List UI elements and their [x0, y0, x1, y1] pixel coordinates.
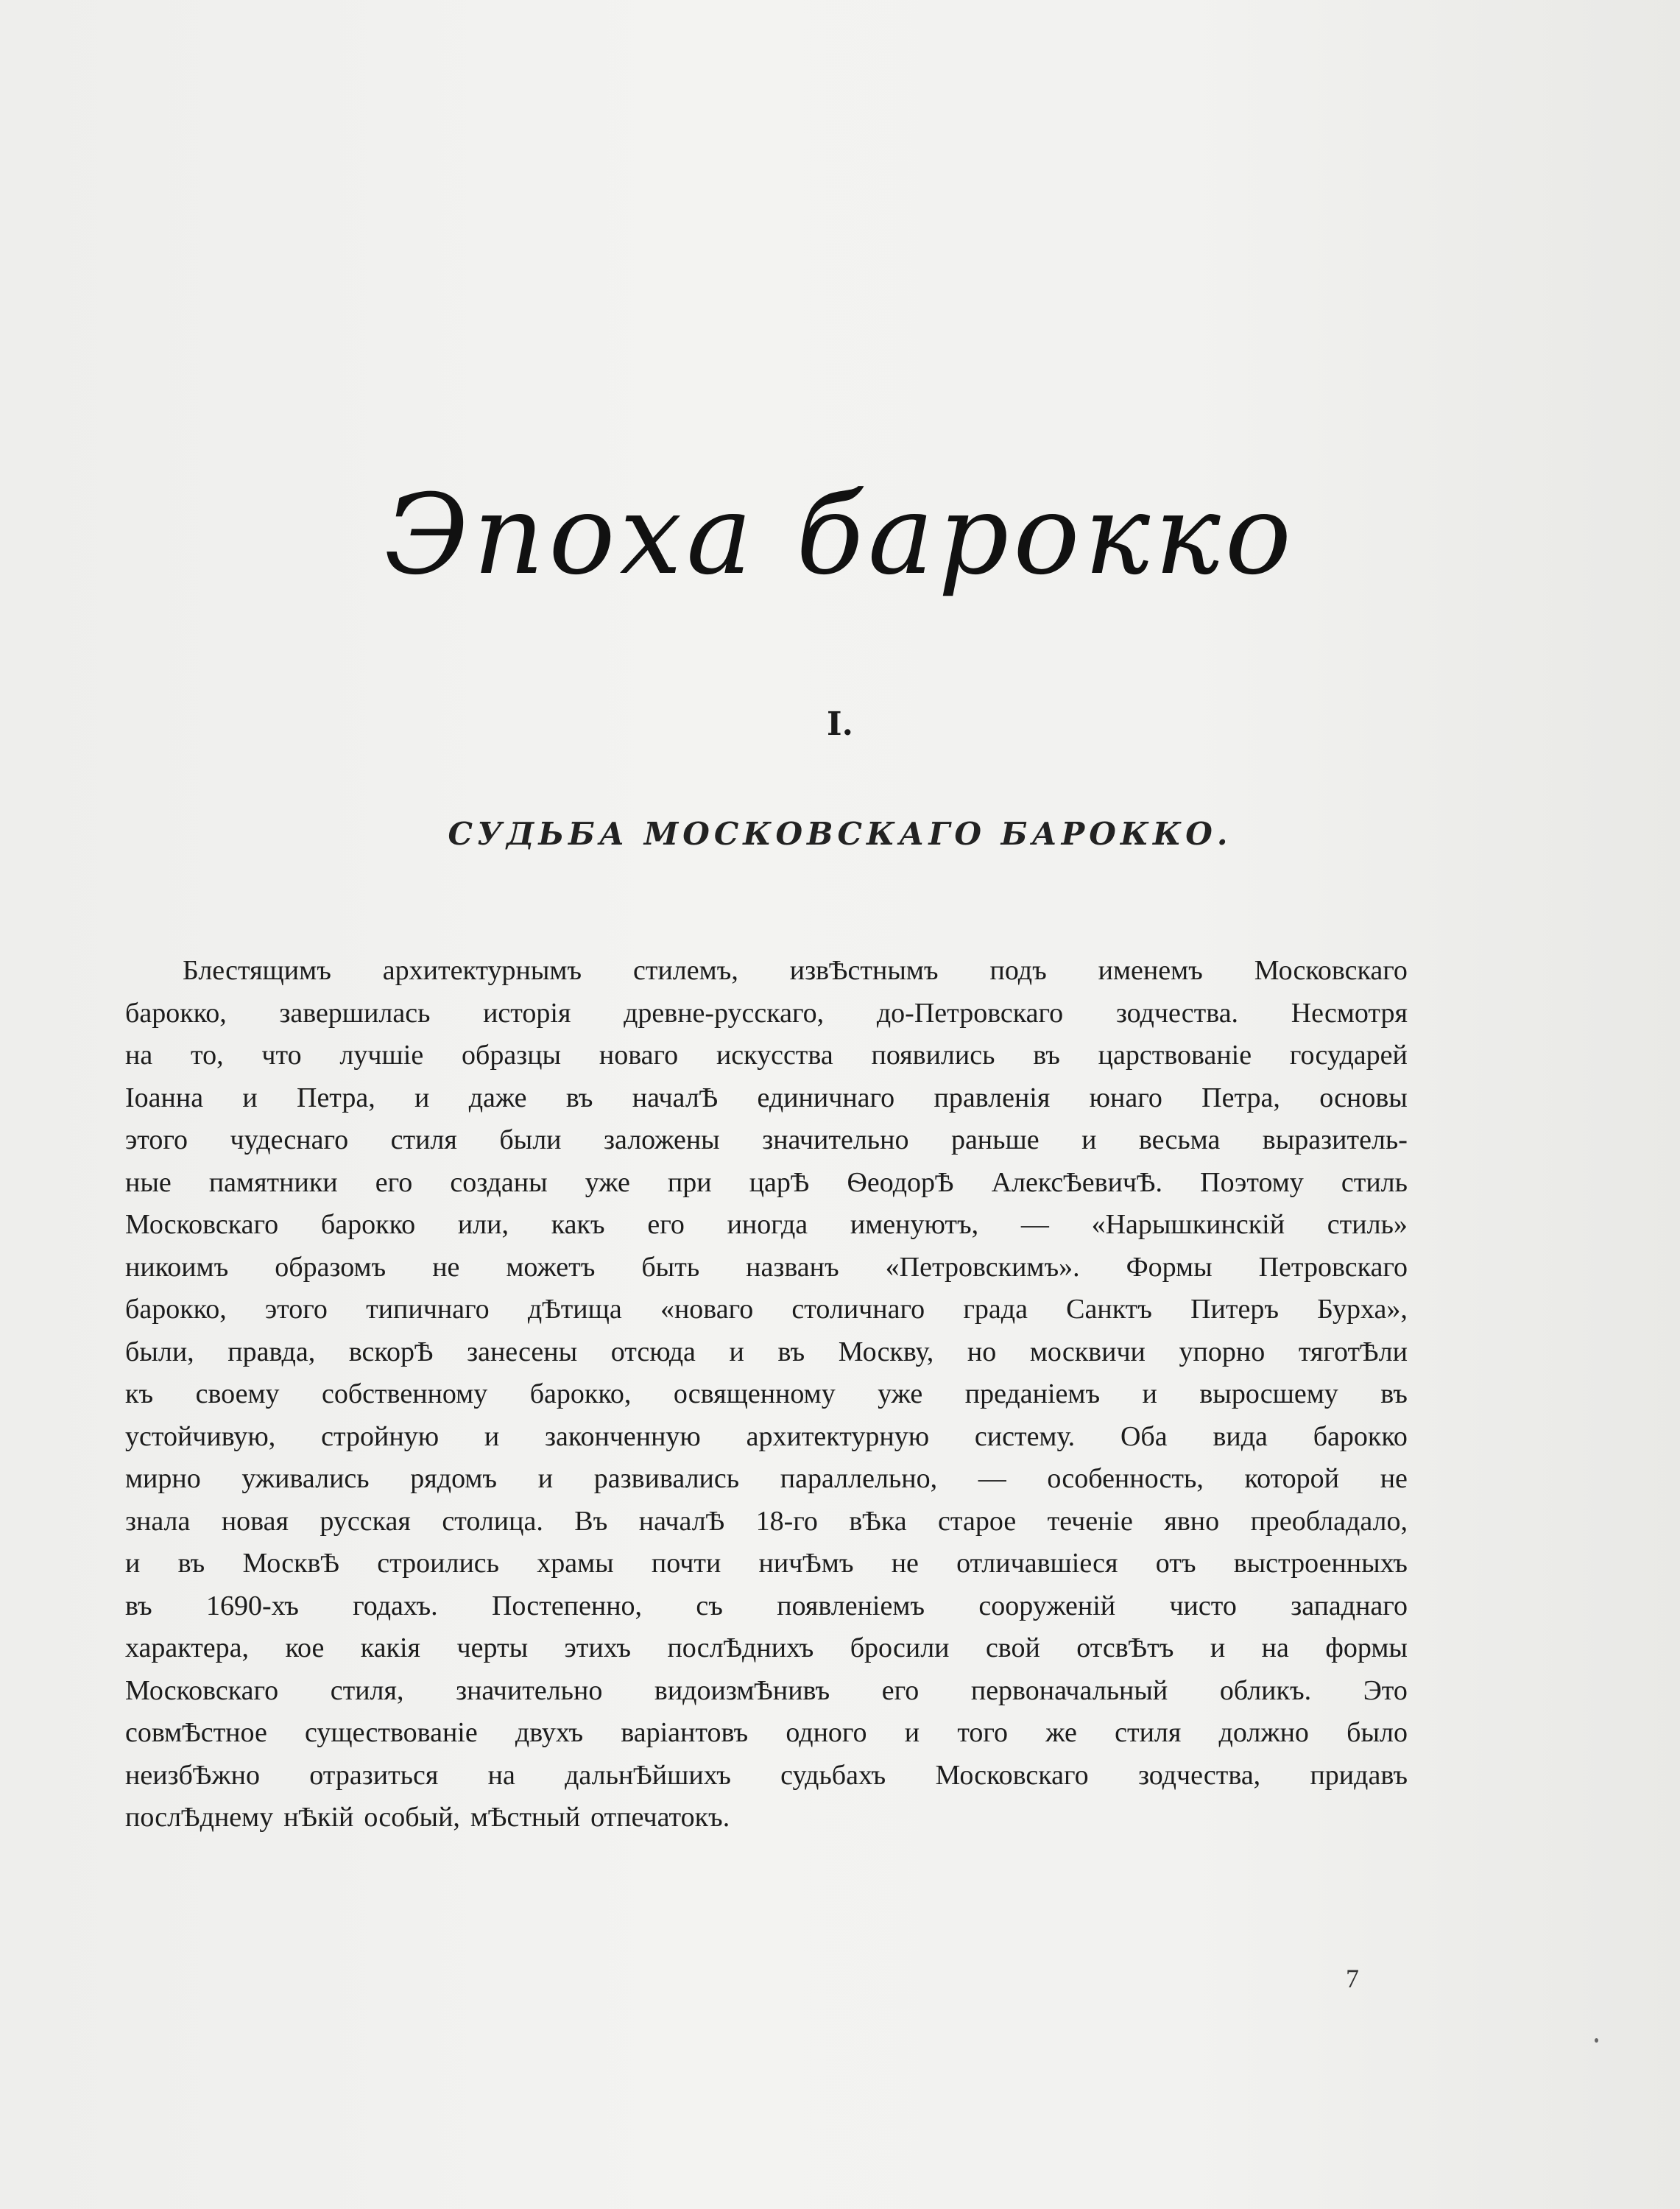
paragraph-line: на то, что лучшіе образцы новаго искусства появились въ царствованіе государей: [125, 1040, 1408, 1071]
paragraph-line: этого чудеснаго стиля были заложены значительно раньше и весьма выразитель-: [125, 1124, 1408, 1155]
chapter-title: Эпоха барокко: [384, 471, 1296, 599]
paragraph-line: Московскаго барокко или, какъ его иногда именуютъ, — «Нарышкинскій стиль»: [125, 1209, 1408, 1240]
page-number: 7: [1346, 1964, 1359, 1993]
paragraph-line: устойчивую, стройную и законченную архитектурную систему. Оба вида барокко: [125, 1420, 1408, 1452]
paragraph-line: неизбѢжно отразиться на дальнѢйшихъ судьбахъ Московскаго зодчества, придавъ: [125, 1759, 1408, 1791]
paragraph-line: ные памятники его созданы уже при царѢ ѲеодорѢ АлексѢевичѢ. Поэтому стиль: [125, 1166, 1408, 1198]
paragraph-line: мирно уживались рядомъ и развивались параллельно, — особенность, которой не: [125, 1463, 1408, 1494]
body-paragraph: [125, 950, 1408, 1839]
paragraph-line: въ 1690-хъ годахъ. Постепенно, съ появленіемъ сооруженій чисто западнаго: [125, 1590, 1408, 1621]
paragraph-line: знала новая русская столица. Въ началѢ 18-го вѢка старое теченіе явно преобладало,: [125, 1505, 1408, 1537]
paragraph-line: Іоанна и Петра, и даже въ началѢ единичнаго правленія юнаго Петра, основы: [125, 1082, 1408, 1113]
paragraph-line: характера, кое какія черты этихъ послѢднихъ бросили свой отсвѢтъ и на формы: [125, 1632, 1408, 1663]
paper-speck: [1595, 2038, 1598, 2043]
section-title: СУДЬБА МОСКОВСКАГО БАРОККО.: [448, 816, 1232, 852]
paragraph-line: никоимъ образомъ не можетъ быть названъ «Петровскимъ». Формы Петровскаго: [125, 1251, 1408, 1283]
paragraph-line: послѢднему нѢкій особый, мѢстный отпечатокъ.: [125, 1802, 730, 1833]
paragraph-line: къ своему собственному барокко, освященному уже преданіемъ и выросшему въ: [125, 1378, 1408, 1409]
paragraph-line: барокко, этого типичнаго дѢтища «новаго столичнаго града Санктъ Питеръ Бурха»,: [125, 1294, 1408, 1325]
paragraph-line: были, правда, вскорѢ занесены отсюда и въ Москву, но москвичи упорно тяготѢли: [125, 1336, 1408, 1367]
paragraph-line: барокко, завершилась исторія древне-русскаго, до-Петровскаго зодчества. Несмотря: [125, 997, 1408, 1029]
paragraph-line: и въ МосквѢ строились храмы почти ничѢмъ не отличавшіеся отъ выстроенныхъ: [125, 1548, 1408, 1579]
paragraph-line: совмѢстное существованіе двухъ варіантовъ одного и того же стиля должно было: [125, 1717, 1408, 1748]
paragraph-line: Блестящимъ архитектурнымъ стилемъ, извѢстнымъ подъ именемъ Московскаго: [183, 955, 1408, 986]
paragraph-line: Московскаго стиля, значительно видоизмѢнивъ его первоначальный обликъ. Это: [125, 1674, 1408, 1706]
section-number: I.: [827, 705, 853, 743]
